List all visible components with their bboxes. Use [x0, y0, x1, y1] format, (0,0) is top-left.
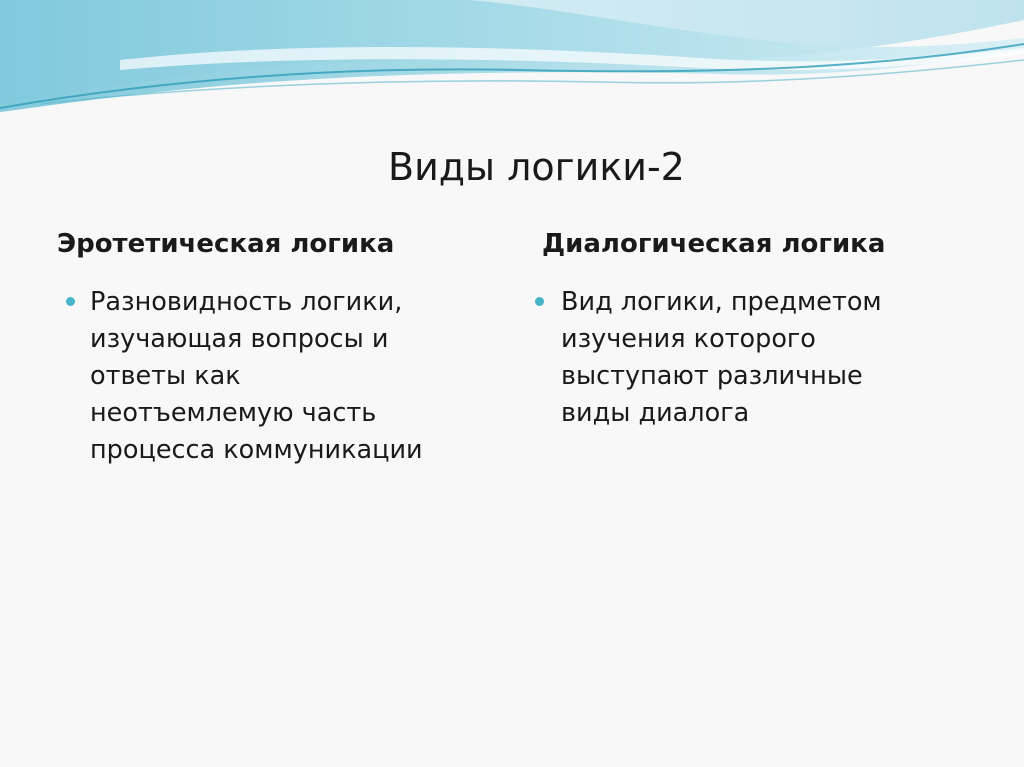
left-bullet-text	[90, 284, 490, 469]
bullet-dot-icon	[66, 297, 75, 306]
left-bullet-line: ответы как	[90, 361, 241, 391]
right-column-heading: Диалогическая логика	[542, 229, 886, 259]
left-bullet-line: неотъемлемую часть	[90, 398, 377, 428]
bullet-dot-icon	[535, 297, 544, 306]
right-bullet-line: виды диалога	[561, 398, 750, 428]
left-bullet-line: Разновидность логики,	[90, 287, 403, 317]
right-bullet-text	[561, 284, 961, 432]
header-wave-decoration	[0, 0, 1024, 120]
left-column-heading: Эротетическая логика	[57, 229, 395, 259]
left-bullet-line: изучающая вопросы и	[90, 324, 389, 354]
right-bullet-line: выступают различные	[561, 361, 863, 391]
left-bullet-line: процесса коммуникации	[90, 435, 423, 465]
right-bullet-line: изучения которого	[561, 324, 816, 354]
slide-title: Виды логики-2	[388, 145, 685, 189]
right-bullet-line: Вид логики, предметом	[561, 287, 882, 317]
